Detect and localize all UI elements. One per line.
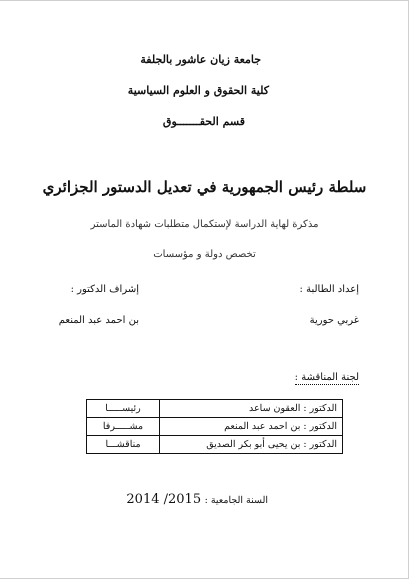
student-name: غربي حورية xyxy=(309,315,359,326)
committee-label: لجنة المناقشة : xyxy=(294,372,359,383)
member-name: الدكتور : بن يحيى أبو بكر الصديق xyxy=(160,436,343,454)
table-row xyxy=(87,418,343,436)
thesis-title: سلطة رئيس الجمهورية في تعديل الدستور الجزائري xyxy=(42,178,367,196)
thesis-subtitle: مذكرة لهاية الدراسة لإستكمال متطلبات شهادة الماستر xyxy=(90,219,319,230)
academic-year-value: 2014 /2015 xyxy=(126,492,202,507)
supervised-by-label: إشراف الدكتور : xyxy=(70,284,139,295)
supervisor-name: بن احمد عبد المنعم xyxy=(58,315,139,326)
committee-table xyxy=(86,399,343,454)
member-role: مناقشـــا xyxy=(87,436,160,454)
academic-year xyxy=(126,492,268,507)
member-role: مشـــــرفا xyxy=(87,418,160,436)
prepared-by-label: إعداد الطالبة : xyxy=(299,284,359,295)
university-name: جامعة زيان عاشور بالجلفة xyxy=(140,53,261,66)
member-role: رئيســـــا xyxy=(87,400,160,418)
table-row xyxy=(87,436,343,454)
academic-year-label: السنة الجامعية : xyxy=(204,495,268,506)
table-row xyxy=(87,400,343,418)
department-name: قسم الحقـــــــوق xyxy=(162,115,245,128)
faculty-name: كلية الحقوق و العلوم السياسية xyxy=(127,84,269,97)
member-name: الدكتور : بن احمد عبد المنعم xyxy=(160,418,343,436)
member-name: الدكتور : العقون ساعد xyxy=(160,400,343,418)
specialization: تخصص دولة و مؤسسات xyxy=(153,249,256,260)
